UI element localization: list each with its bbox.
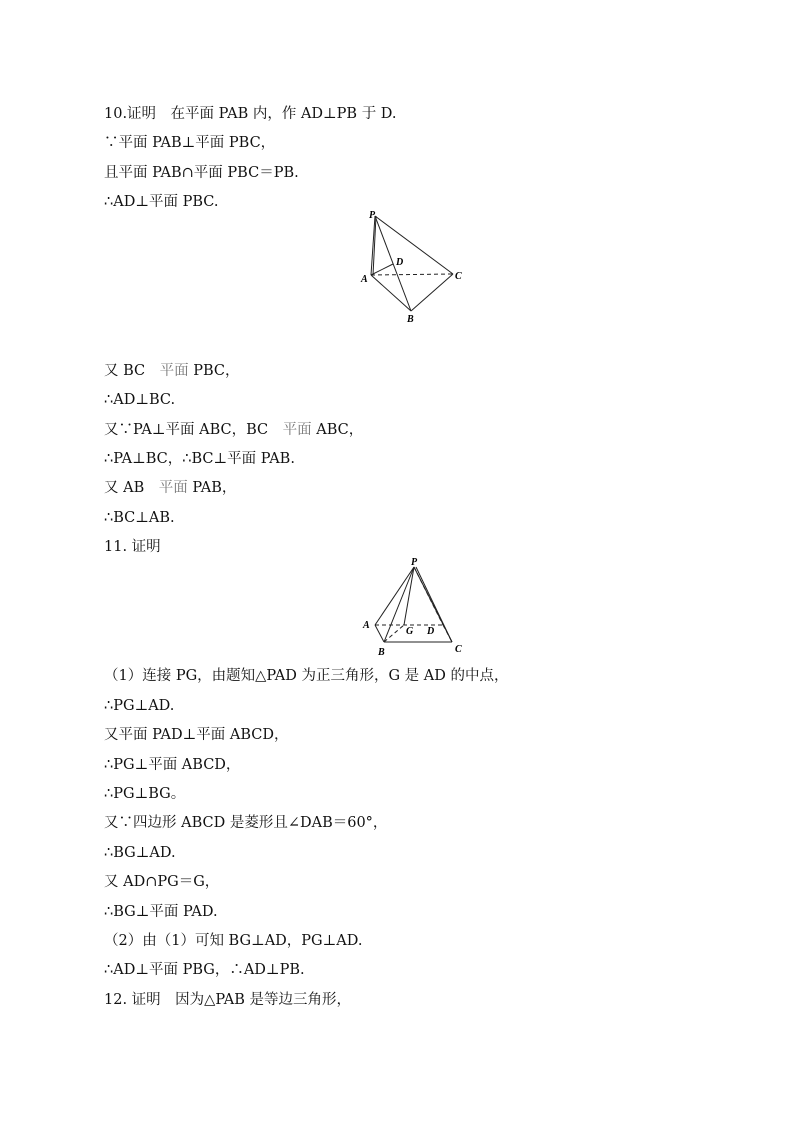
q11-line-7: ∴BG⊥AD. [104,845,176,861]
text-segment-gray: 平面 [159,363,189,379]
q10-line-2: ∵平面 PAB⊥平面 PBC， [104,135,276,151]
edge-BC [411,274,453,311]
text-segment-gray: 平面 [282,422,312,438]
label-D: D [396,257,404,268]
text-segment: PBC， [188,363,240,379]
edge-PG [404,567,414,625]
label-C: C [455,644,462,655]
label-A: A [363,620,370,631]
q11-line-5: ∴PG⊥BG。 [104,786,186,802]
text-segment: 又 BC [104,363,160,379]
q10-line-3: 且平面 PAB∩平面 PBC＝PB. [104,165,299,181]
q10-line-1: 10.证明 在平面 PAB 内，作 AD⊥PB 于 D. [104,106,397,122]
label-C: C [455,271,462,282]
edge-PB [375,216,411,311]
q10-tetrahedron-figure [355,207,475,327]
q10-line-5 [104,361,240,381]
q11-line-8: 又 AD∩PG＝G， [104,874,220,890]
q11-line-3: 又平面 PAD⊥平面 ABCD， [104,727,289,743]
q10-line-9 [104,478,236,498]
q11-line-6: 又∵四边形 ABCD 是菱形且∠DAB＝60°， [104,815,388,831]
q10-line-4: ∴AD⊥平面 PBC. [104,194,219,210]
edge-DC-hidden [443,625,452,642]
q11-pyramid-figure [355,555,475,660]
edge-AB [375,625,384,642]
edge-AC-hidden [371,274,453,275]
q10-line-6: ∴AD⊥BC. [104,392,176,408]
text-segment: 又 AB [104,480,159,496]
q12-line-1: 12. 证明 因为△PAB 是等边三角形， [104,992,351,1008]
edge-AD [371,264,393,275]
text-segment: ABC， [311,422,364,438]
q10-line-10: ∴BC⊥AB. [104,510,175,526]
edge-AB [371,275,411,311]
text-segment: 又∵PA⊥平面 ABC，BC [104,422,283,438]
label-P: P [411,557,418,568]
label-B: B [407,314,414,325]
q11-line-2: ∴PG⊥AD. [104,698,175,714]
label-B: B [378,647,385,658]
q10-line-7 [104,420,363,440]
label-P: P [369,210,376,221]
q11-line-9: ∴BG⊥平面 PAD. [104,904,218,920]
label-G: G [406,626,414,637]
text-segment: PAB， [187,480,237,496]
q11-line-4: ∴PG⊥平面 ABCD， [104,757,241,773]
edge-PC [375,216,453,274]
q11-line-1: （1）连接 PG，由题知△PAD 为正三角形，G 是 AD 的中点， [104,668,509,684]
text-segment-gray: 平面 [158,480,188,496]
q11-line-10: （2）由（1）可知 BG⊥AD，PG⊥AD. [104,933,363,949]
q10-line-8: ∴PA⊥BC，∴BC⊥平面 PAB. [104,451,295,467]
label-A: A [361,274,368,285]
q11-title: 11. 证明 [104,539,161,555]
q11-line-11: ∴AD⊥平面 PBG，∴AD⊥PB. [104,962,305,978]
label-D: D [427,626,435,637]
